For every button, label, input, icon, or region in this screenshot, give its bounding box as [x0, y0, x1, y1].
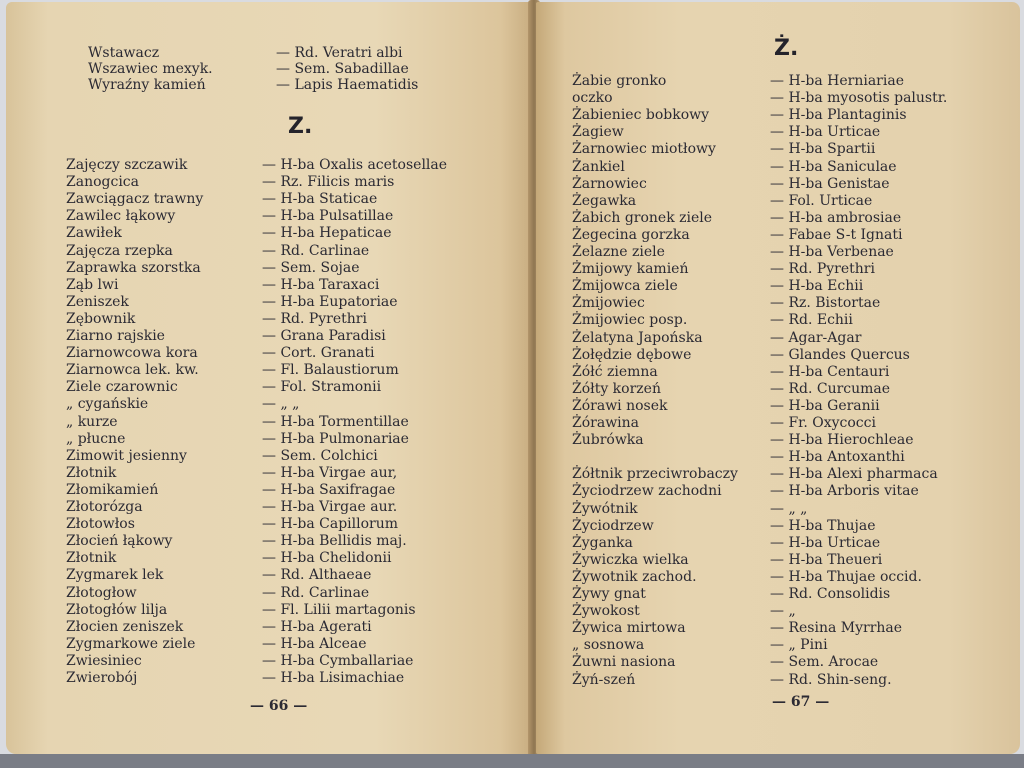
entry-term: Życiodrzew zachodni: [572, 483, 722, 500]
entry-term: Żmijowca ziele: [572, 278, 678, 295]
entry-latin-name: — H-ba Spartii: [770, 141, 876, 158]
right-page: [536, 2, 1020, 754]
entry-latin-name: — H-ba Agerati: [262, 618, 372, 635]
entry-latin-name: — H-ba Plantaginis: [770, 107, 907, 124]
entry-latin-name: — Sem. Sabadillae: [276, 61, 409, 77]
entry-latin-name: — H-ba Genistae: [770, 175, 890, 192]
entry-latin-name: — Rz. Filicis maris: [262, 174, 395, 191]
entry-latin-name: — H-ba Virgae aur.: [262, 499, 398, 515]
entry-term: „ cygańskie: [66, 396, 149, 413]
entry-latin-name: — Rd. Althaeae: [262, 567, 372, 584]
entry-latin-name: — Rd. Curcumae: [770, 380, 891, 397]
entry-term: Żankiel: [572, 158, 625, 175]
entry-latin-name: — Rd. Carlinae: [262, 242, 370, 259]
entry-latin-name: — Cort. Granati: [262, 345, 375, 362]
entry-latin-name: — H-ba Virgae aur,: [262, 464, 398, 481]
entry-row: [6, 76, 516, 94]
entry-row: [6, 310, 516, 328]
entry-row: [536, 551, 1006, 569]
entry-term: Żubrówka: [572, 432, 644, 449]
entry-term: Żegawka: [572, 192, 637, 209]
entry-term: Złomikamień: [66, 481, 159, 498]
entry-row: [6, 413, 516, 431]
entry-term: Żarnowiec: [572, 175, 647, 192]
entry-latin-name: — Fol. Stramonii: [262, 379, 382, 396]
entry-latin-name: — H-ba ambrosiae: [770, 209, 902, 226]
entry-row: [536, 192, 1006, 210]
entry-row: [6, 566, 516, 584]
entry-term: Wyraźny kamień: [88, 77, 206, 93]
entry-term: Żółtnik przeciwrobaczy: [572, 466, 738, 483]
page-number-right: — 67 —: [772, 694, 830, 710]
left-page: [6, 2, 532, 754]
entry-row: [6, 669, 516, 687]
entry-term: Zwiesiniec: [66, 652, 142, 669]
entry-term: Zawciągacz trawny: [66, 191, 204, 208]
entry-row: [536, 431, 1006, 449]
entry-row: [6, 549, 516, 567]
entry-row: [536, 653, 1006, 671]
entry-term: Żywokost: [572, 603, 640, 620]
entry-row: [536, 294, 1006, 312]
entry-latin-name: — Agar-Agar: [770, 329, 862, 346]
entry-latin-name: — H-ba Chelidonii: [262, 550, 392, 567]
entry-row: [6, 395, 516, 413]
entry-row: [536, 277, 1006, 295]
entry-row: [536, 671, 1006, 689]
entry-term: Żyganka: [572, 534, 633, 551]
entry-latin-name: — Fabae S-t Ignati: [770, 226, 903, 243]
entry-row: [536, 619, 1006, 637]
entry-term: Żórawina: [572, 415, 640, 431]
entry-row: [536, 209, 1006, 227]
entry-latin-name: — H-ba Alceae: [262, 635, 367, 652]
entry-row: [536, 158, 1006, 176]
entry-term: Złocien zeniszek: [66, 618, 184, 635]
entry-term: oczko: [572, 90, 613, 107]
entry-latin-name: — Fr. Oxycocci: [770, 415, 876, 431]
entry-row: [6, 293, 516, 311]
entry-latin-name: — Rd. Shin-seng.: [770, 671, 892, 688]
entry-term: Zajęcza rzepka: [66, 242, 173, 259]
entry-latin-name: — Sem. Sojae: [262, 259, 360, 276]
entry-row: [536, 414, 1006, 432]
entry-row: [536, 72, 1006, 90]
entry-latin-name: — H-ba Thujae: [770, 517, 876, 534]
entry-latin-name: — Sem. Arocae: [770, 654, 879, 671]
entry-term: Żelatyna Japońska: [572, 329, 703, 346]
entry-latin-name: — Fol. Urticae: [770, 192, 873, 209]
entry-term: Żołędzie dębowe: [572, 346, 692, 363]
entry-term: Zygmarkowe ziele: [66, 635, 196, 652]
entry-term: Żmijowy kamień: [572, 261, 689, 278]
entry-term: Żabie gronko: [572, 73, 667, 89]
entry-row: [536, 363, 1006, 381]
entry-latin-name: — H-ba Cymballariae: [262, 652, 414, 669]
entry-row: [6, 532, 516, 550]
entry-latin-name: — Rd. Consolidis: [770, 586, 891, 602]
entry-term: Złotnik: [66, 550, 117, 567]
entry-term: Złotogłow: [66, 584, 137, 601]
entry-term: Żywótnik: [572, 500, 638, 517]
entry-term: „ sosnowa: [572, 637, 645, 654]
entry-term: Żyń-szeń: [572, 671, 636, 688]
entry-latin-name: — „ „: [770, 500, 808, 517]
entry-term: Złotorózga: [66, 499, 143, 515]
entry-row: [6, 327, 516, 345]
entry-row: [536, 397, 1006, 415]
entry-latin-name: — H-ba Centauri: [770, 363, 890, 380]
entry-row: [536, 500, 1006, 518]
entry-term: Zimowit jesienny: [66, 447, 187, 464]
entry-row: [6, 276, 516, 294]
entry-term: Złocień łąkowy: [66, 533, 173, 550]
entry-latin-name: — Fl. Lilii martagonis: [262, 601, 416, 618]
entry-row: [6, 173, 516, 191]
entry-row: [6, 361, 516, 379]
entry-row: [6, 224, 516, 242]
entry-latin-name: — H-ba Capillorum: [262, 516, 399, 533]
entry-term: Zaprawka szorstka: [66, 259, 201, 276]
entry-term: Złotnik: [66, 464, 117, 481]
entry-term: Zwierobój: [66, 670, 138, 686]
entry-row: [536, 636, 1006, 654]
entry-term: Ziarnowcowa kora: [66, 345, 198, 362]
entry-term: Żarnowiec miotłowy: [572, 141, 716, 158]
entry-latin-name: — „: [770, 603, 796, 620]
entry-term: Żywica mirtowa: [572, 620, 686, 637]
entry-term: Złotogłów lilja: [66, 601, 168, 618]
entry-term: Zeniszek: [66, 293, 129, 310]
entry-row: [536, 89, 1006, 107]
entry-term: Zawilec łąkowy: [66, 208, 176, 225]
entry-row: [6, 481, 516, 499]
entry-latin-name: — H-ba Pulmonariae: [262, 430, 409, 447]
entry-latin-name: — „ Pini: [770, 637, 828, 654]
entry-latin-name: — H-ba Eupatoriae: [262, 293, 398, 310]
entry-row: [6, 259, 516, 277]
entry-latin-name: — H-ba Urticae: [770, 534, 881, 551]
entry-latin-name: — Grana Paradisi: [262, 328, 386, 344]
entry-term: Wszawiec mexyk.: [88, 61, 213, 77]
entry-term: Żórawi nosek: [572, 397, 668, 414]
entry-term: Żuwni nasiona: [572, 654, 676, 671]
entry-latin-name: — H-ba Taraxaci: [262, 276, 380, 293]
entry-term: Wstawacz: [88, 45, 160, 61]
entry-row: [536, 534, 1006, 552]
entry-row: [536, 311, 1006, 329]
entry-latin-name: — H-ba Urticae: [770, 124, 881, 141]
entry-latin-name: — H-ba Herniariae: [770, 73, 904, 89]
entry-row: [536, 346, 1006, 364]
entry-term: Złotowłos: [66, 516, 135, 533]
entry-row: [536, 517, 1006, 535]
entry-term: „ płucne: [66, 430, 126, 447]
entry-row: [536, 175, 1006, 193]
entry-term: Żegecina gorzka: [572, 226, 690, 243]
entry-latin-name: — Rd. Carlinae: [262, 584, 370, 601]
entry-term: „ kurze: [66, 413, 118, 430]
entry-latin-name: — H-ba myosotis palustr.: [770, 90, 948, 107]
entry-term: Ziarnowca lek. kw.: [66, 362, 199, 379]
entry-latin-name: — H-ba Geranii: [770, 397, 880, 414]
entry-row: [536, 568, 1006, 586]
entry-latin-name: — Rd. Pyrethri: [770, 261, 875, 278]
entry-latin-name: — H-ba Pulsatillae: [262, 208, 394, 225]
entry-term: Zawiłek: [66, 225, 122, 242]
entry-term: Żabieniec bobkowy: [572, 107, 710, 124]
entry-row: [6, 498, 516, 516]
entry-latin-name: — Fl. Balaustiorum: [262, 362, 399, 379]
entry-latin-name: — H-ba Staticae: [262, 191, 378, 208]
entry-latin-name: — H-ba Saniculae: [770, 158, 897, 175]
entry-row: [6, 515, 516, 533]
entry-row: [536, 585, 1006, 603]
entry-term: Żółć ziemna: [572, 363, 658, 380]
entry-latin-name: — Rd. Pyrethri: [262, 310, 367, 327]
entry-latin-name: — H-ba Tormentillae: [262, 413, 409, 430]
entry-row: [6, 207, 516, 225]
entry-latin-name: — H-ba Theueri: [770, 551, 883, 568]
entry-latin-name: — H-ba Lisimachiae: [262, 670, 405, 686]
entry-term: Ząb lwi: [66, 276, 119, 293]
entry-row: [536, 123, 1006, 141]
entry-row: [536, 329, 1006, 347]
entry-latin-name: — Sem. Colchici: [262, 447, 378, 464]
entry-row: [536, 602, 1006, 620]
entry-term: Żmijowiec posp.: [572, 312, 688, 329]
entry-row: [6, 635, 516, 653]
entry-row: [6, 190, 516, 208]
entry-row: [6, 430, 516, 448]
entry-term: Życiodrzew: [572, 517, 654, 534]
entry-term: Zębownik: [66, 310, 136, 327]
entry-row: [6, 242, 516, 260]
entry-term: Żywy gnat: [572, 586, 646, 602]
entry-row: [6, 618, 516, 636]
entry-latin-name: — H-ba Hierochleae: [770, 432, 914, 449]
table-shadow: [0, 754, 1024, 768]
entry-latin-name: — H-ba Bellidis maj.: [262, 533, 407, 550]
entry-row: [6, 344, 516, 362]
entry-term: Żabich gronek ziele: [572, 209, 713, 226]
entry-row: [536, 243, 1006, 261]
entry-latin-name: — H-ba Echii: [770, 278, 864, 295]
entry-term: Ziele czarownic: [66, 379, 178, 396]
entry-term: Żmijowiec: [572, 295, 645, 312]
entry-row: [536, 465, 1006, 483]
entry-row: [6, 584, 516, 602]
section-heading-z: Z.: [288, 114, 313, 139]
entry-row: [536, 260, 1006, 278]
entry-row: [536, 106, 1006, 124]
entry-row: [6, 378, 516, 396]
entry-row: [6, 464, 516, 482]
entry-latin-name: — Rd. Echii: [770, 312, 853, 329]
entry-row: [536, 226, 1006, 244]
entry-row: [536, 448, 1006, 466]
entry-row: [6, 447, 516, 465]
entry-row: [536, 140, 1006, 158]
entry-latin-name: — H-ba Antoxanthi: [770, 449, 905, 466]
entry-term: Żywiczka wielka: [572, 551, 689, 568]
entry-row: [536, 380, 1006, 398]
page-number-left: — 66 —: [250, 698, 308, 714]
entry-row: [6, 601, 516, 619]
entry-latin-name: — H-ba Arboris vitae: [770, 483, 919, 500]
entry-latin-name: — Resina Myrrhae: [770, 620, 903, 637]
entry-term: Zygmarek lek: [66, 567, 164, 584]
section-heading-z-dot: Ż.: [774, 36, 799, 61]
entry-latin-name: — H-ba Hepaticae: [262, 225, 392, 242]
entry-term: Zajęczy szczawik: [66, 157, 188, 173]
entry-latin-name: — H-ba Saxifragae: [262, 481, 396, 498]
entry-term: Żółty korzeń: [572, 380, 661, 397]
entry-row: [536, 482, 1006, 500]
entry-latin-name: — „ „: [262, 396, 300, 413]
entry-latin-name: — Lapis Haematidis: [276, 77, 419, 93]
entry-term: Ziarno rajskie: [66, 328, 165, 344]
entry-term: Żelazne ziele: [572, 244, 665, 260]
entry-latin-name: — Rd. Veratri albi: [276, 45, 403, 61]
entry-latin-name: — H-ba Thujae occid.: [770, 568, 922, 585]
entry-term: Żywotnik zachod.: [572, 568, 697, 585]
entry-row: [6, 156, 516, 174]
entry-latin-name: — Glandes Quercus: [770, 346, 910, 363]
entry-term: Żagiew: [572, 124, 624, 141]
entry-latin-name: — Rz. Bistortae: [770, 295, 881, 312]
entry-row: [6, 652, 516, 670]
entry-term: Zanogcica: [66, 174, 139, 191]
entry-latin-name: — H-ba Alexi pharmaca: [770, 466, 938, 483]
entry-latin-name: — H-ba Oxalis acetosellae: [262, 157, 448, 173]
entry-latin-name: — H-ba Verbenae: [770, 244, 894, 260]
